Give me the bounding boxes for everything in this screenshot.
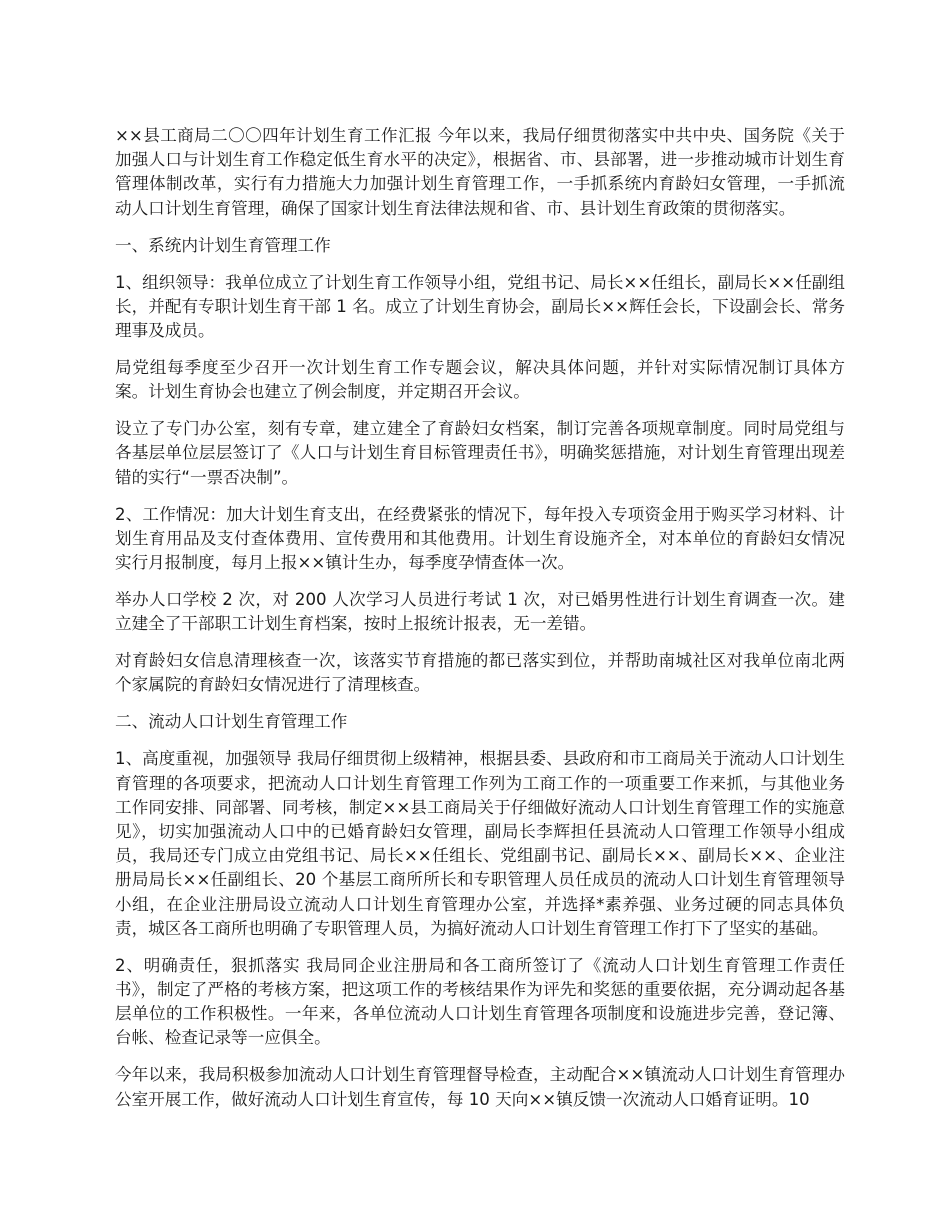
section-heading-2: 二、流动人口计划生育管理工作: [115, 712, 348, 732]
paragraph-population-school: 举办人口学校 2 次，对 200 人次学习人员进行考试 1 次，对已婚男性进行计划生育调查一次。建立建全了干部职工计划生育档案，按时上报统计报表，无一差错。: [115, 590, 845, 634]
paragraph-organization: 1、组织领导：我单位成立了计划生育工作领导小组，党组书记、局长××任组长，副局长××任副组长，并配有专职计划生育干部 1 名。成立了计划生育协会，副局长××辉任会长，下设副会长、常务理事及成员。: [115, 272, 845, 341]
paragraph-info-check: 对育龄妇女信息清理核查一次，该落实节育措施的都已落实到位，并帮助南城社区对我单位南北两个家属院的育龄妇女情况进行了清理核查。: [115, 651, 845, 695]
paragraph-office: 设立了专门办公室，刻有专章，建立建全了育龄妇女档案，制订完善各项规章制度。同时局党组与各基层单位层层签订了《人口与计划生育目标管理责任书》，明确奖惩措施，对计划生育管理出现差错的实行“一票否决制”。: [115, 419, 845, 487]
document-page: [115, 124, 845, 1125]
intro-paragraph: ××县工商局二〇〇四年计划生育工作汇报 今年以来，我局仔细贯彻落实中共中央、国务院《关于加强人口与计划生育工作稳定低生育水平的决定》，根据省、市、县部署，进一步推动城市计划生育管理体制改革，实行有力措施大力加强计划生育管理工作，一手抓系统内育龄妇女管理，一手抓流动人口计划生育管理，确保了国家计划生育法律法规和省、市、县计划生育政策的贯彻落实。: [115, 126, 845, 218]
section-heading-1: 一、系统内计划生育管理工作: [115, 235, 331, 255]
paragraph-work-status: 2、工作情况：加大计划生育支出，在经费紧张的情况下，每年投入专项资金用于购买学习材料、计划生育用品及支付查体费用、宣传费用和其他费用。计划生育设施齐全，对本单位的育龄妇女情况实行月报制度，每月上报××镇计生办，每季度孕情查体一次。: [115, 504, 845, 573]
paragraph-responsibility: 2、明确责任，狠抓落实 我局同企业注册局和各工商所签订了《流动人口计划生育管理工作责任书》，制定了严格的考核方案，把这项工作的考核结果作为评先和奖惩的重要依据，充分调动起各基层单位的工作积极性。一年来，各单位流动人口计划生育管理各项制度和设施进步完善，登记簿、台帐、检查记录等一应俱全。: [115, 955, 845, 1048]
paragraph-meetings: 局党组每季度至少召开一次计划生育工作专题会议，解决具体问题，并针对实际情况制订具体方案。计划生育协会也建立了例会制度，并定期召开会议。: [115, 358, 845, 402]
paragraph-inspection: 今年以来，我局积极参加流动人口计划生育管理督导检查，主动配合××镇流动人口计划生育管理办公室开展工作，做好流动人口计划生育宣传，每 10 天向××镇反馈一次流动人口婚育证明。10: [115, 1065, 845, 1109]
paragraph-leadership: 1、高度重视，加强领导 我局仔细贯彻上级精神，根据县委、县政府和市工商局关于流动人口计划生育管理的各项要求，把流动人口计划生育管理工作列为工商工作的一项重要工作来抓，与其他业务工作同安排、同部署、同考核，制定××县工商局关于仔细做好流动人口计划生育管理工作的实施意见》，切实加强流动人口中的已婚育龄妇女管理，副局长李辉担任县流动人口管理工作领导小组成员，我局还专门成立由党组书记、局长××任组长、党组副书记、副局长××、副局长××、企业注册局局长××任副组长、20 个基层工商所所长和专职管理人员任成员的流动人口计划生育管理领导小组，在企业注册局设立流动人口计划生育管理办公室，并选择*素养强、业务过硬的同志具体负责，城区各工商所也明确了专职管理人员，为搞好流动人口计划生育管理工作打下了坚实的基础。: [115, 749, 845, 938]
